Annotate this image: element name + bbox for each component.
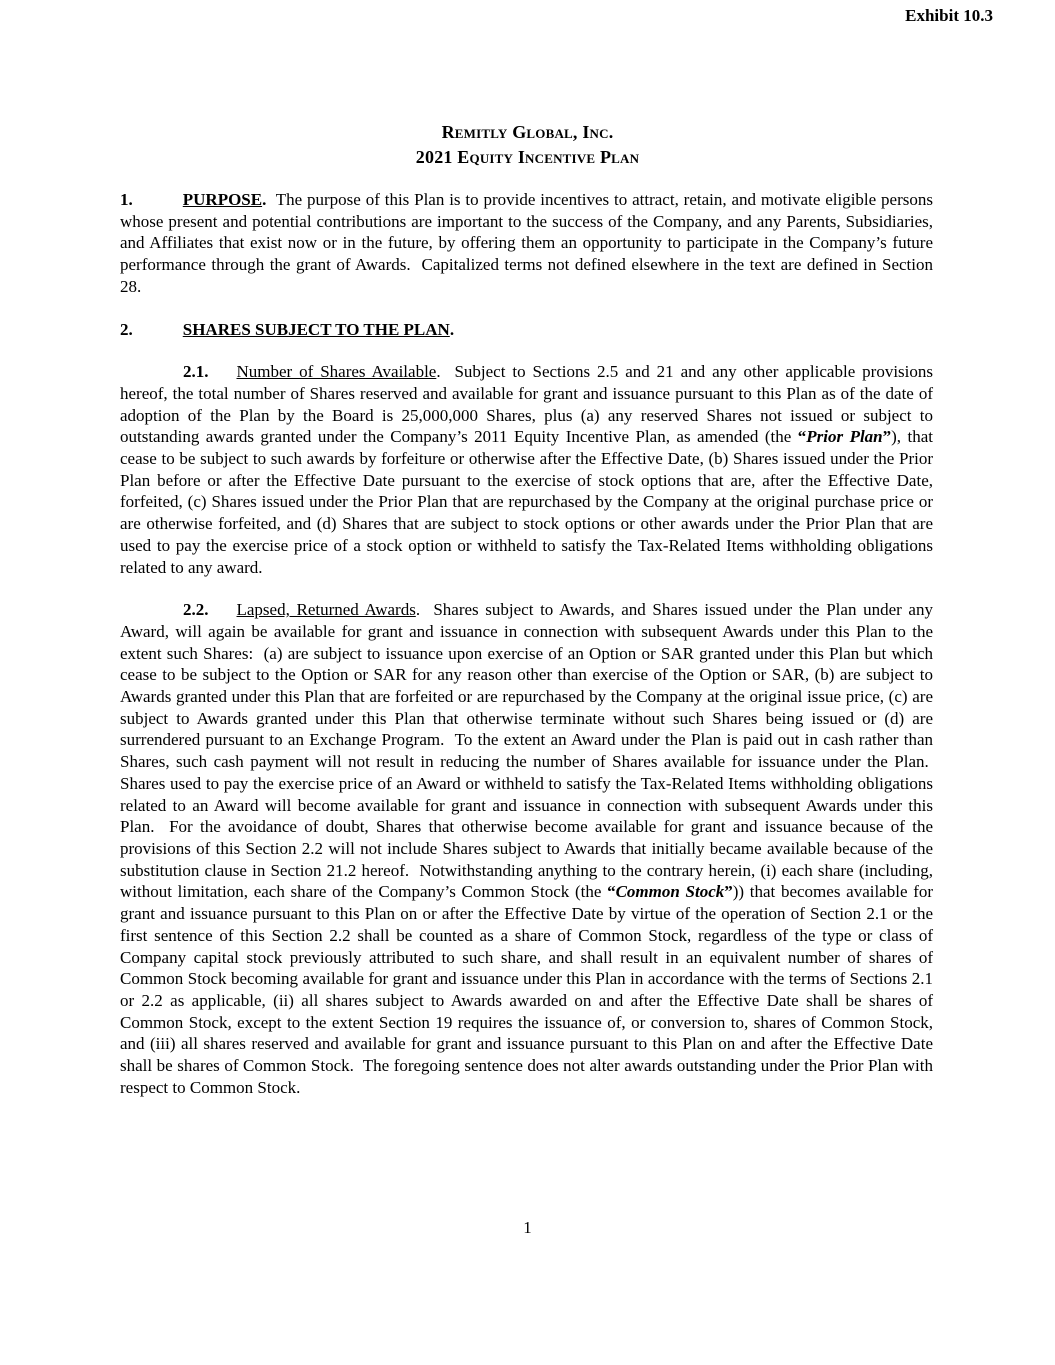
document-body xyxy=(120,189,933,1119)
page-number: 1 xyxy=(523,1218,532,1237)
section-2-1-number: 2.1. xyxy=(183,362,209,382)
section-1-heading: PURPOSE xyxy=(182,190,263,209)
section-2-2-lapsed-returned-awards xyxy=(120,599,933,1098)
section-1-text: . The purpose of this Plan is to provide incentives to attract, retain, and motivate eligible persons whose present and potential contributions are important to the success of the Company, and any Parents, Subsidiaries, and Affiliates that exist now or in the future, by offering them an opportunity to participate in the Company’s future performance through the grant of Awards. Capitalized terms not defined elsewhere in the text are defined in Section 28. xyxy=(120,190,933,296)
section-2-text: . xyxy=(449,319,455,339)
section-2-number: 2. xyxy=(120,319,133,339)
company-name: Remitly Global, Inc. xyxy=(441,122,614,142)
section-2-2-heading: Lapsed, Returned Awards xyxy=(236,600,416,620)
section-2-1-number-of-shares xyxy=(120,361,933,578)
section-2-shares-subject xyxy=(120,319,933,341)
section-2-1-text: . Subject to Sections 2.5 and 21 and any other applicable provisions hereof, the total number of Shares reserved and available for grant and issuance pursuant to this Plan as of the date of adoption of the Plan by the Board is 25,000,000 Shares, plus (a) any reserved Shares not issued or subject to outstanding awards granted under the Company’s 2011 Equity Incentive Plan, as amended (the “Prior Plan”), that cease to be subject to such awards by forfeiture or otherwise after the Effective Date, (b) Shares issued under the Prior Plan before or after the Effective Date pursuant to the exercise of stock options that are, after the Effective Date, forfeited, (c) Shares issued under the Prior Plan that are repurchased by the Company at the original purchase price or are otherwise forfeited, and (d) Shares that are subject to stock options or other awards under the Prior Plan that are used to pay the exercise price of a stock option or withheld to satisfy the Tax-Related Items withholding obligations related to any award. xyxy=(120,362,934,577)
section-1-number: 1. xyxy=(120,190,133,209)
exhibit-label: Exhibit 10.3 xyxy=(905,6,993,25)
section-2-2-number: 2.2. xyxy=(183,600,209,620)
plan-title: 2021 Equity Incentive Plan xyxy=(415,146,640,167)
section-2-2-text: . Shares subject to Awards, and Shares issued under the Plan under any Award, will again be available for grant and issuance in connection with subsequent Awards under this Plan to the extent such Shares: (a) are subject to issuance upon exercise of an Option or SAR granted under this Plan but which cease to be subject to the Option or SAR for any reason other than exercise of the Option or SAR, (b) are subject to Awards granted under this Plan that are forfeited or are repurchased by the Company at the original issue price, (c) are subject to Awards granted under this Plan that otherwise terminate without such Shares being issued or (d) are surrendered pursuant to an Exchange Program. To the extent an Award under the Plan is paid out in cash rather than Shares, such cash payment will not result in reducing the number of Shares available for issuance under the Plan. Shares used to pay the exercise price of an Award or withheld to satisfy the Tax-Related Items withholding obligations related to an Award will become available for grant and issuance in connection with subsequent Awards under this Plan. For the avoidance of doubt, Shares that otherwise become available for grant and issuance because of the provisions of this Section 2.2 will not include Shares subject to Awards that initially became available because of the substitution clause in Section 21.2 hereof. Notwithstanding anything to the contrary herein, (i) each share (including, without limitation, each share of the Company’s Common Stock (the “Common Stock”)) that becomes available for grant and issuance pursuant to this Plan on or after the Effective Date by virtue of the operation of Section 2.1 or the first sentence of this Section 2.2 shall be counted as a share of Common Stock, regardless of the type or class of Company capital stock previously attributed to such share, and shall result in an equivalent number of shares of Common Stock becoming available for grant and issuance under this Plan in accordance with the terms of Sections 2.1 or 2.2 as applicable, (ii) all shares subject to Awards awarded on and after the Effective Date shall be shares of Common Stock, except to the extent Section 19 requires the issuance of, or conversion to, shares of Common Stock, and (iii) all shares reserved and available for grant and issuance pursuant to this Plan on and after the Effective Date shall be shares of Common Stock. The foregoing sentence does not alter awards outstanding under the Prior Plan with respect to Common Stock. xyxy=(120,600,934,1097)
document-title xyxy=(0,120,1055,169)
section-1-purpose xyxy=(120,189,933,298)
section-2-heading: SHARES SUBJECT TO THE PLAN xyxy=(182,319,450,339)
section-2-1-heading: Number of Shares Available xyxy=(236,362,437,382)
